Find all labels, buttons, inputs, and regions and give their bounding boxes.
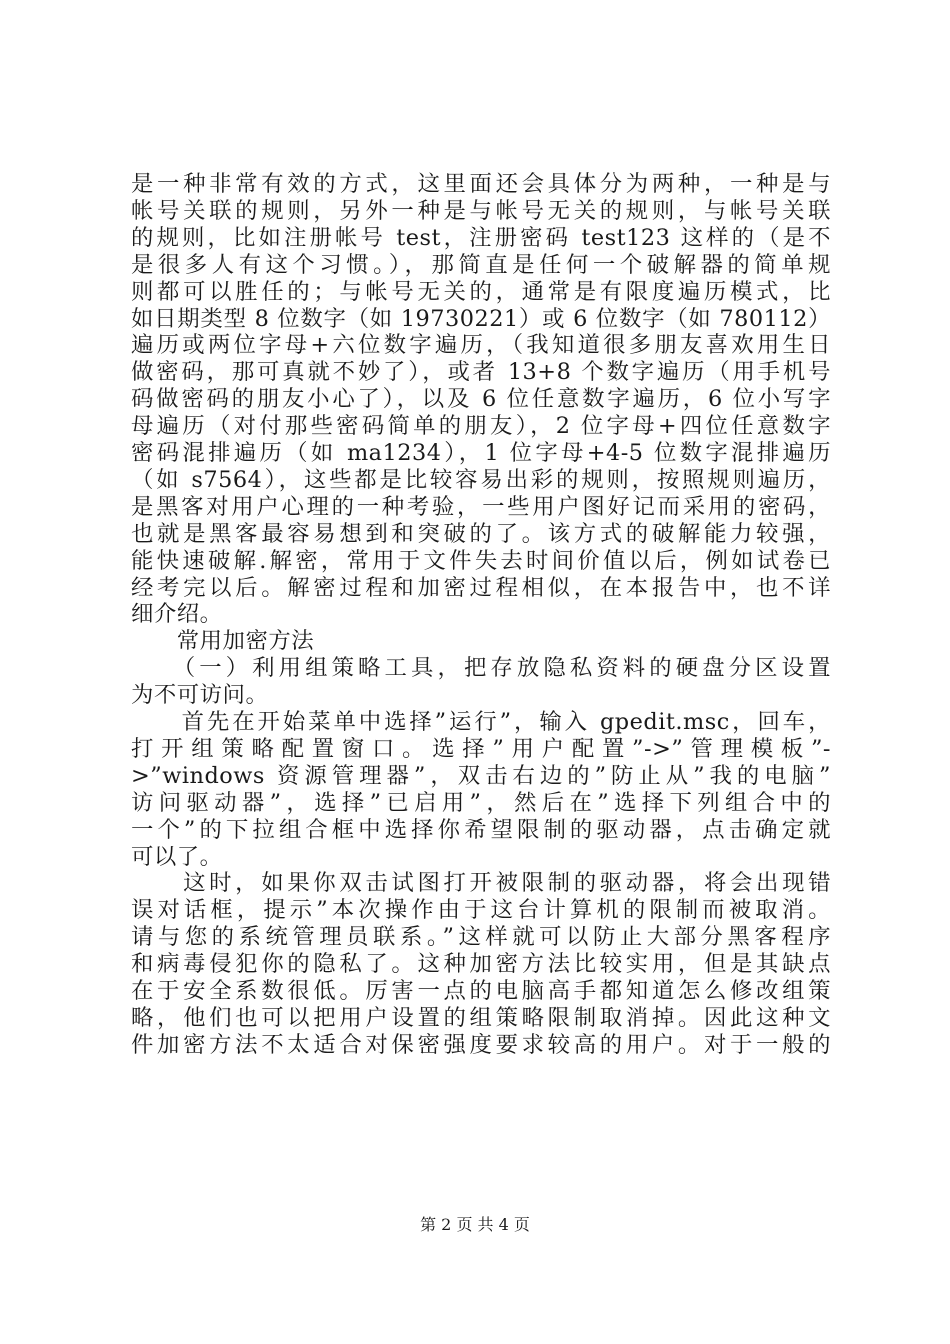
text-line: 也就是黑客最容易想到和突破的了。该方式的破解能力较强， [131,520,831,547]
text-line: 如日期类型 8 位数字（如 19730221）或 6 位数字（如 780112） [131,305,831,332]
text-line: 是黑客对用户心理的一种考验，一些用户图好记而采用的密码， [131,493,831,520]
text-line: 是一种非常有效的方式，这里面还会具体分为两种，一种是与 [131,171,831,197]
page-footer: 第 2 页 共 4 页 [420,1215,530,1234]
text-line: 在于安全系数很低。厉害一点的电脑高手都知道怎么修改组策 [131,978,831,1004]
text-line: 做密码，那可真就不妙了），或者 13+8 个数字遍历（用手机号 [131,359,831,386]
text-line: 的规则，比如注册帐号 test，注册密码 test123 这样的（是不 [131,224,831,251]
text-line: 件加密方法不太适合对保密强度要求较高的用户。对于一般的 [131,1031,831,1058]
text-line: 密码混排遍历（如 ma1234），1 位字母+4-5 位数字混排遍历 [131,440,831,466]
text-line: 能快速破解.解密，常用于文件失去时间价值以后，例如试卷已 [131,547,831,574]
text-line: 经考完以后。解密过程和加密过程相似，在本报告中，也不详 [131,574,831,601]
text-line: 母遍历（对付那些密码简单的朋友），2 位字母+四位任意数字 [131,413,831,440]
text-line: 为不可访问。 [131,682,269,709]
text-line: 和病毒侵犯你的隐私了。这种加密方法比较实用，但是其缺点 [131,951,831,978]
text-line: 略，他们也可以把用户设置的组策略限制取消掉。因此这种文 [131,1004,831,1031]
text-line: 则都可以胜任的；与帐号无关的，通常是有限度遍历模式，比 [131,278,831,305]
text-line: 细介绍。 [131,601,223,628]
text-line: 一个”的下拉组合框中选择你希望限制的驱动器，点击确定就 [131,816,831,843]
text-line: 误对话框，提示”本次操作由于这台计算机的限制而被取消。 [131,897,831,924]
text-line: 是很多人有这个习惯。），那简直是任何一个破解器的简单规 [131,251,831,278]
text-line: 访问驱动器”，选择”已启用”，然后在”选择下列组合中的 [131,789,831,816]
text-line: 这时，如果你双击试图打开被限制的驱动器，将会出现错 [131,870,831,897]
text-line: 遍历或两位字母+六位数字遍历，（我知道很多朋友喜欢用生日 [131,332,831,359]
text-line: 常用加密方法 [131,628,315,655]
text-line: （如 s7564），这些都是比较容易出彩的规则，按照规则遍历， [131,466,831,493]
text-line: 可以了。 [131,843,223,870]
text-line: 打开组策略配置窗口。选择”用户配置”->”管理模板”- [131,735,831,762]
text-line: （一）利用组策略工具，把存放隐私资料的硬盘分区设置 [131,655,831,682]
text-line: >”windows 资源管理器”，双击右边的”防止从”我的电脑” [131,762,831,789]
text-line: 码做密码的朋友小心了），以及 6 位任意数字遍历，6 位小写字 [131,386,831,413]
text-line: 首先在开始菜单中选择”运行”，输入 gpedit.msc，回车， [131,709,831,735]
text-line: 请与您的系统管理员联系。”这样就可以防止大部分黑客程序 [131,924,831,951]
text-line: 帐号关联的规则，另外一种是与帐号无关的规则，与帐号关联 [131,197,831,224]
